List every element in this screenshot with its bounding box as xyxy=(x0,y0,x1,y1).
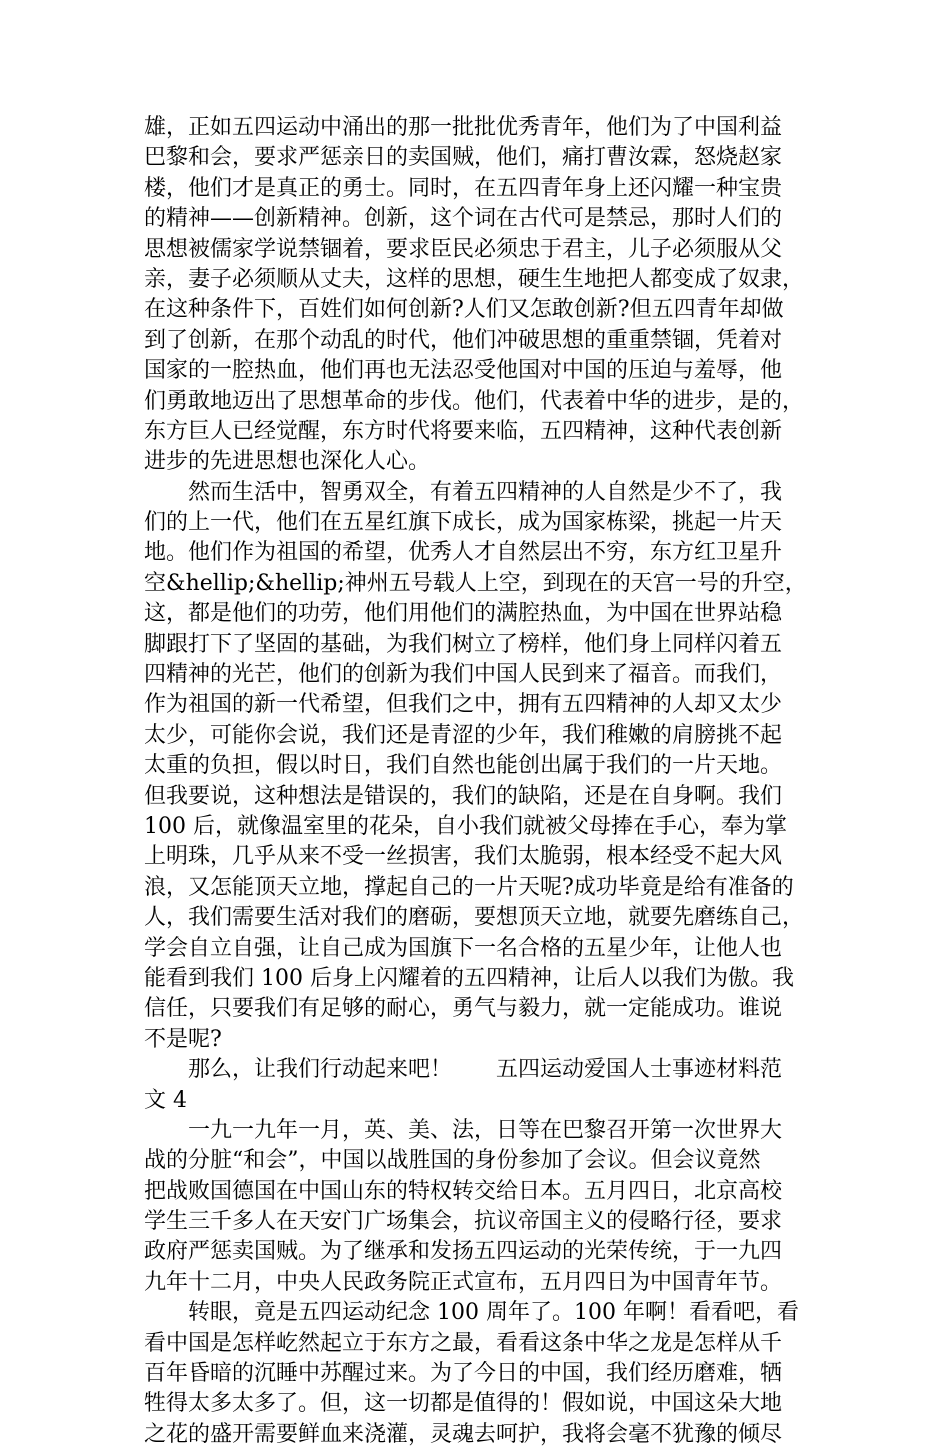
text-line: 文 4 xyxy=(144,1087,187,1113)
text-line: 地。他们作为祖国的希望，优秀人才自然层出不穷，东方红卫星升 xyxy=(144,540,783,566)
text-line: 们的上一代，他们在五星红旗下成长，成为国家栋梁，挑起一片天 xyxy=(144,510,783,536)
text-line: 空&hellip;&hellip;神州五号载人上空，到现在的天宫一号的升空， xyxy=(144,570,807,596)
text-line: 看中国是怎样屹然起立于东方之最，看看这条中华之龙是怎样从千 xyxy=(144,1330,783,1356)
text-line: 然而生活中，智勇双全，有着五四精神的人自然是少不了，我 xyxy=(144,479,783,505)
text-line: 但我要说，这种想法是错误的，我们的缺陷，还是在自身啊。我们 xyxy=(144,783,783,809)
text-line: 九年十二月，中央人民政务院正式宣布，五月四日为中国青年节。 xyxy=(144,1269,783,1295)
text-line: 人，我们需要生活对我们的磨砺，要想顶天立地，就要先磨练自己， xyxy=(144,905,805,931)
text-line: 雄，正如五四运动中涌出的那一批批优秀青年，他们为了中国利益 xyxy=(144,115,783,140)
text-line: 那么，让我们行动起来吧！ 五四运动爱国人士事迹材料范 xyxy=(144,1057,783,1083)
text-line: 太重的负担，假以时日，我们自然也能创出属于我们的一片天地。 xyxy=(144,753,783,779)
text-line: 不是呢? xyxy=(144,1026,222,1052)
text-line: 到了创新，在那个动乱的时代，他们冲破思想的重重禁锢，凭着对 xyxy=(144,327,783,353)
text-line: 政府严惩卖国贼。为了继承和发扬五四运动的光荣传统，于一九四 xyxy=(144,1239,783,1265)
text-line: 太少，可能你会说，我们还是青涩的少年，我们稚嫩的肩膀挑不起 xyxy=(144,722,783,748)
text-line: 在这种条件下，百姓们如何创新?人们又怎敢创新?但五四青年却做 xyxy=(144,297,784,323)
document-body xyxy=(144,113,808,1450)
text-line: 100 后，就像温室里的花朵，自小我们就被父母捧在手心，奉为掌 xyxy=(144,813,787,839)
text-line: 思想被儒家学说禁锢着，要求臣民必须忠于君主，儿子必须服从父 xyxy=(144,236,783,262)
text-line: 学生三千多人在天安门广场集会，抗议帝国主义的侵略行径，要求 xyxy=(144,1209,783,1235)
text-line: 的精神——创新精神。创新，这个词在古代可是禁忌，那时人们的 xyxy=(144,206,783,232)
text-line: 上明珠，几乎从来不受一丝损害，我们太脆弱，根本经受不起大风 xyxy=(144,844,783,870)
text-line: 一九一九年一月，英、美、法，日等在巴黎召开第一次世界大 xyxy=(144,1117,783,1143)
text-line: 亲，妻子必须顺从丈夫，这样的思想，硬生生地把人都变成了奴隶， xyxy=(144,266,805,292)
text-line: 巴黎和会，要求严惩亲日的卖国贼，他们，痛打曹汝霖，怒烧赵家 xyxy=(144,145,783,171)
text-line: 学会自立自强，让自己成为国旗下一名合格的五星少年，让他人也 xyxy=(144,935,783,961)
text-line: 楼，他们才是真正的勇士。同时，在五四青年身上还闪耀一种宝贵 xyxy=(144,175,783,201)
text-line: 国家的一腔热血，他们再也无法忍受他国对中国的压迫与羞辱，他 xyxy=(144,358,783,384)
text-line: 进步的先进思想也深化人心。 xyxy=(144,449,431,475)
text-line: 牲得太多太多了。但，这一切都是值得的！假如说，中国这朵大地 xyxy=(144,1391,783,1417)
text-line: 这，都是他们的功劳，他们用他们的满腔热血，为中国在世界站稳 xyxy=(144,601,783,627)
text-line: 四精神的光芒，他们的创新为我们中国人民到来了福音。而我们， xyxy=(144,662,783,688)
text-line: 能看到我们 100 后身上闪耀着的五四精神，让后人以我们为傲。我 xyxy=(144,965,794,991)
text-line: 战的分脏“和会”，中国以战胜国的身份参加了会议。但会议竟然 xyxy=(144,1148,761,1174)
text-line: 们勇敢地迈出了思想革命的步伐。他们，代表着中华的进步，是的， xyxy=(144,388,805,414)
text-line: 东方巨人已经觉醒，东方时代将要来临，五四精神，这种代表创新 xyxy=(144,418,783,444)
text-line: 作为祖国的新一代希望，但我们之中，拥有五四精神的人却又太少 xyxy=(144,692,783,718)
text-line: 把战败国德国在中国山东的特权转交给日本。五月四日，北京高校 xyxy=(144,1178,783,1204)
text-line: 之花的盛开需要鲜血来浇灌，灵魂去呵护，我将会毫不犹豫的倾尽 xyxy=(144,1421,783,1447)
text-line: 转眼，竟是五四运动纪念 100 周年了。100 年啊！看看吧，看 xyxy=(144,1300,799,1326)
text-line: 信任，只要我们有足够的耐心，勇气与毅力，就一定能成功。谁说 xyxy=(144,996,783,1022)
text-line: 百年昏暗的沉睡中苏醒过来。为了今日的中国，我们经历磨难，牺 xyxy=(144,1361,783,1387)
text-line: 脚跟打下了坚固的基础，为我们树立了榜样，他们身上同样闪着五 xyxy=(144,631,783,657)
text-line: 浪，又怎能顶天立地，撑起自己的一片天呢?成功毕竟是给有准备的 xyxy=(144,874,794,900)
